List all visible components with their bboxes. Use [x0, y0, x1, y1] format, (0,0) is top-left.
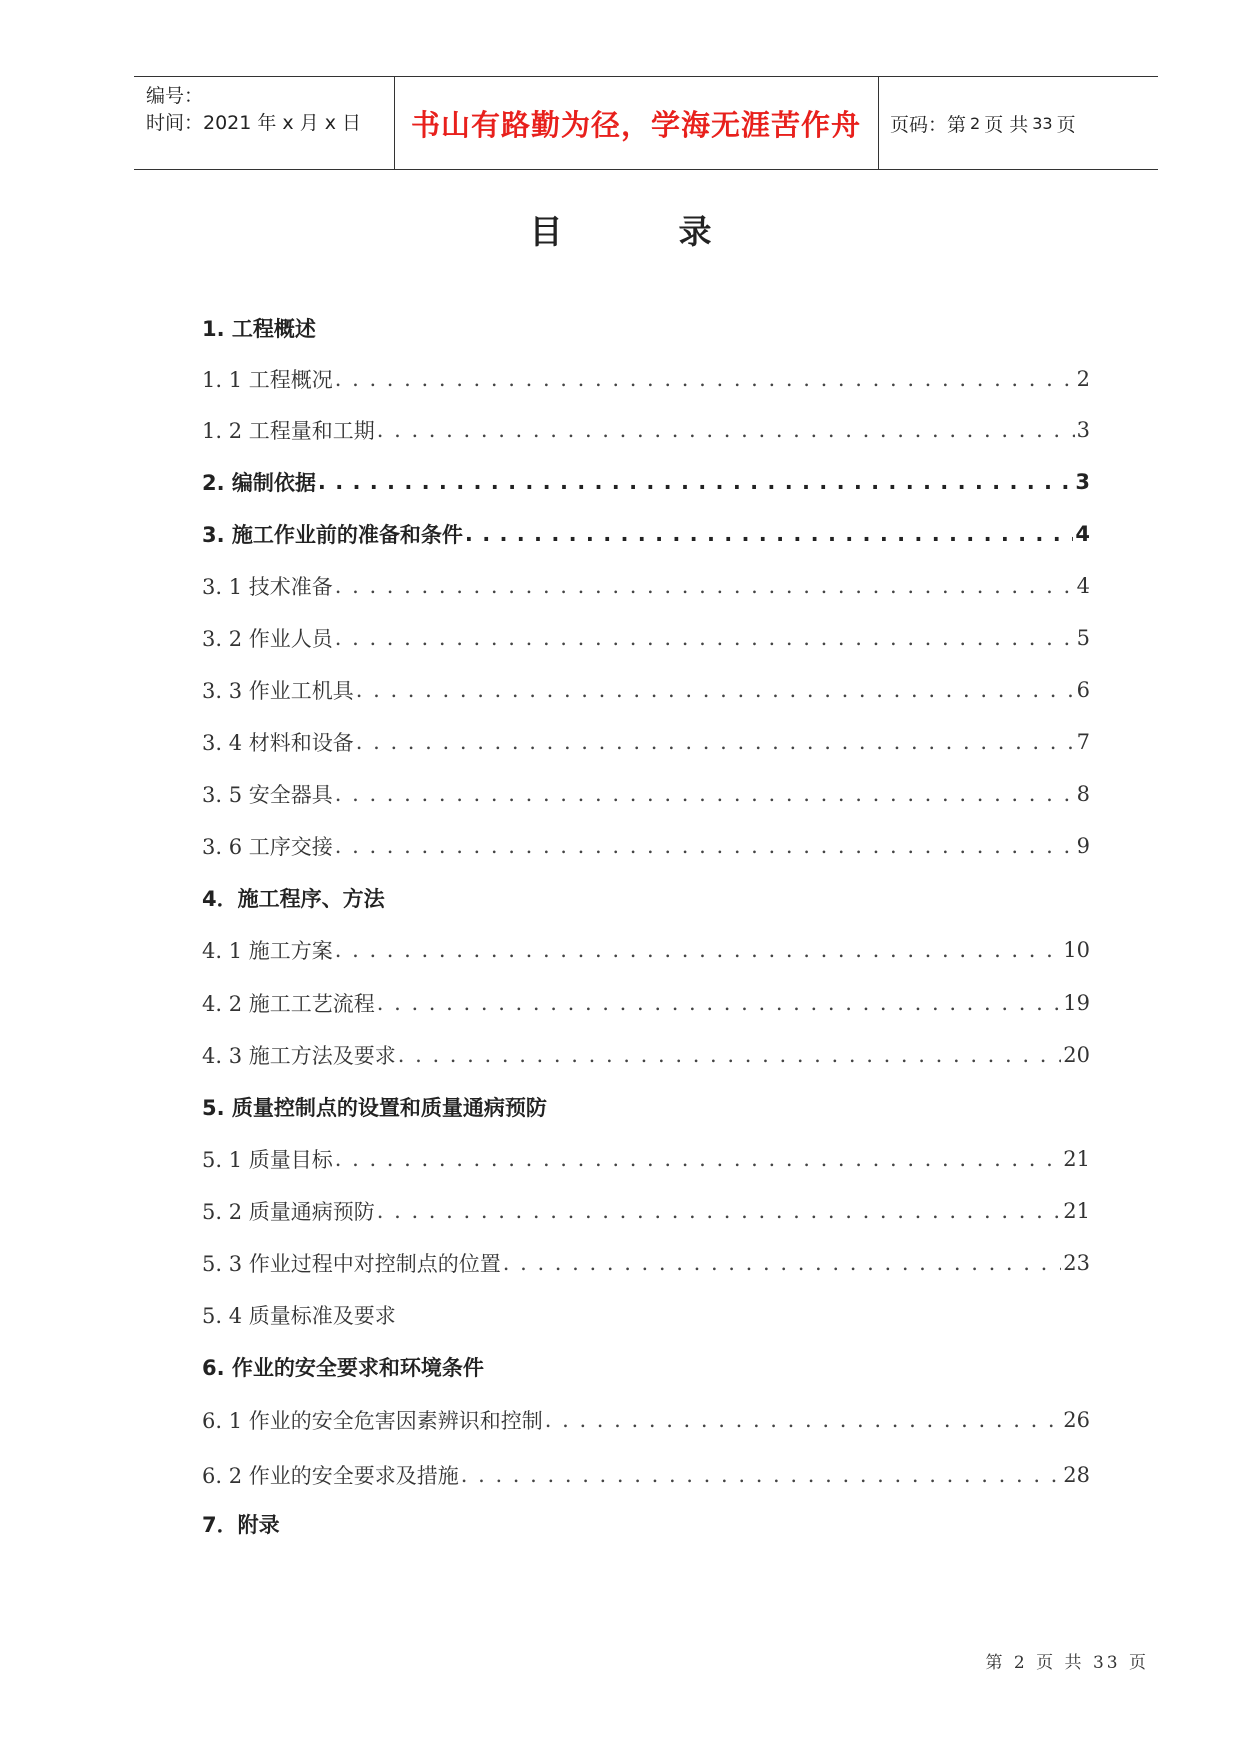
toc-entry-label: 3. 3 作业工机具: [202, 679, 354, 703]
toc-entry[interactable]: [202, 1247, 1090, 1279]
header-divider: [878, 77, 879, 169]
page-title: [0, 206, 1241, 253]
toc-entry[interactable]: [202, 1404, 1090, 1436]
toc-entry-label: 1. 工程概述: [202, 317, 316, 341]
toc-entry-label: 1. 2 工程量和工期: [202, 419, 375, 443]
toc-entry-label: 4. 2 施工工艺流程: [202, 992, 375, 1016]
toc-entry-label: 3. 5 安全器具: [202, 783, 333, 807]
toc-leader-dots: [335, 1147, 1062, 1171]
toc-leader-dots: [356, 730, 1075, 754]
toc-entry[interactable]: [202, 726, 1090, 758]
toc-entry-label: 5. 2 质量通病预防: [202, 1200, 375, 1224]
toc-entry[interactable]: [202, 934, 1090, 966]
toc-entry-page: 9: [1076, 834, 1090, 858]
toc-leader-dots: [318, 470, 1073, 494]
header-motto: 书山有路勤为径，学海无涯苦作舟: [410, 107, 861, 142]
document-number-label: 编号：: [146, 85, 204, 107]
toc-leader-dots: [503, 1251, 1062, 1275]
toc-entry[interactable]: [202, 312, 1090, 344]
toc-entry[interactable]: [202, 518, 1090, 550]
toc-entry-page: 3: [1076, 418, 1090, 442]
toc-entry-label: 5. 3 作业过程中对控制点的位置: [202, 1252, 501, 1276]
toc-entry-label: 4. 3 施工方法及要求: [202, 1044, 396, 1068]
title-char: 录: [678, 212, 712, 251]
toc-entry[interactable]: [202, 1351, 1090, 1383]
toc-entry-label: 4. 1 施工方案: [202, 939, 333, 963]
toc-leader-dots: [335, 626, 1075, 650]
toc-entry-label: 7．附录: [202, 1513, 280, 1537]
toc-leader-dots: [398, 1043, 1062, 1067]
toc-entry[interactable]: [202, 1508, 1090, 1540]
header-page-info: [890, 77, 1076, 169]
toc-leader-dots: [356, 678, 1075, 702]
toc-leader-dots: [377, 418, 1075, 442]
toc-entry[interactable]: [202, 1039, 1090, 1071]
toc-entry[interactable]: [202, 987, 1090, 1019]
toc-leader-dots: [377, 1199, 1062, 1223]
toc-entry-page: 21: [1063, 1199, 1090, 1223]
toc-entry[interactable]: [202, 570, 1090, 602]
toc-entry-label: 3. 施工作业前的准备和条件: [202, 523, 463, 547]
toc-entry-label: 6. 作业的安全要求和环境条件: [202, 1356, 484, 1380]
toc-entry-page: 26: [1063, 1408, 1090, 1432]
toc-entry-page: 2: [1076, 367, 1090, 391]
toc-entry-label: 2. 编制依据: [202, 471, 316, 495]
toc-entry-page: 23: [1063, 1251, 1090, 1275]
toc-entry[interactable]: [202, 414, 1090, 446]
toc-entry[interactable]: [202, 830, 1090, 862]
header-meta: [146, 83, 361, 137]
toc-entry[interactable]: [202, 1299, 1090, 1331]
toc-entry-label: 6. 2 作业的安全要求及措施: [202, 1464, 459, 1488]
toc-entry-page: 10: [1063, 938, 1090, 962]
toc-entry-label: 5. 1 质量目标: [202, 1148, 333, 1172]
toc-entry-label: 5. 4 质量标准及要求: [202, 1304, 396, 1328]
toc-leader-dots: [335, 782, 1075, 806]
toc-entry-page: 4: [1075, 522, 1090, 546]
toc-entry[interactable]: [202, 674, 1090, 706]
toc-entry-page: 3: [1075, 470, 1090, 494]
toc-entry-label: 1. 1 工程概况: [202, 368, 333, 392]
toc-entry-page: 4: [1076, 574, 1090, 598]
toc-leader-dots: [335, 367, 1075, 391]
toc-leader-dots: [377, 991, 1062, 1015]
toc-leader-dots: [461, 1463, 1062, 1487]
toc-entry-label: 4．施工程序、方法: [202, 887, 385, 911]
toc-entry[interactable]: [202, 1195, 1090, 1227]
toc-entry-label: 3. 2 作业人员: [202, 627, 333, 651]
toc-entry[interactable]: [202, 1459, 1090, 1491]
toc-entry[interactable]: [202, 363, 1090, 395]
page-total: 33: [1032, 113, 1053, 133]
toc-leader-dots: [545, 1408, 1062, 1432]
toc-entry-label: 6. 1 作业的安全危害因素辨识和控制: [202, 1409, 543, 1433]
toc-leader-dots: [465, 522, 1073, 546]
page-current: 2: [970, 113, 981, 133]
toc-entry[interactable]: [202, 882, 1090, 914]
toc-entry[interactable]: [202, 1091, 1090, 1123]
toc-entry-page: 7: [1076, 730, 1090, 754]
toc-entry-page: 19: [1063, 991, 1090, 1015]
toc-entry-page: 5: [1076, 626, 1090, 650]
toc-entry-label: 3. 4 材料和设备: [202, 731, 354, 755]
page-mid: 页 共: [984, 113, 1029, 136]
toc-entry-page: 8: [1076, 782, 1090, 806]
toc-entry[interactable]: [202, 466, 1090, 498]
document-time: 时间：2021 年 x 月 x 日: [146, 112, 362, 134]
toc-entry-page: 6: [1076, 678, 1090, 702]
page-footer: 第 2 页 共 33 页: [985, 1653, 1149, 1673]
toc-entry-label: 3. 1 技术准备: [202, 575, 333, 599]
toc-entry-label: 3. 6 工序交接: [202, 835, 333, 859]
toc-entry-page: 28: [1063, 1463, 1090, 1487]
toc-entry-page: 21: [1063, 1147, 1090, 1171]
toc-entry[interactable]: [202, 778, 1090, 810]
toc-leader-dots: [335, 574, 1075, 598]
toc-entry-label: 5. 质量控制点的设置和质量通病预防: [202, 1096, 547, 1120]
toc-entry-page: 20: [1063, 1043, 1090, 1067]
page-prefix: 页码：第: [890, 113, 967, 136]
page-suffix: 页: [1056, 113, 1076, 136]
toc-leader-dots: [335, 834, 1075, 858]
page-header: [134, 76, 1158, 170]
toc-entry[interactable]: [202, 622, 1090, 654]
title-char: 目: [529, 212, 563, 251]
toc-entry[interactable]: [202, 1143, 1090, 1175]
toc-leader-dots: [335, 938, 1062, 962]
